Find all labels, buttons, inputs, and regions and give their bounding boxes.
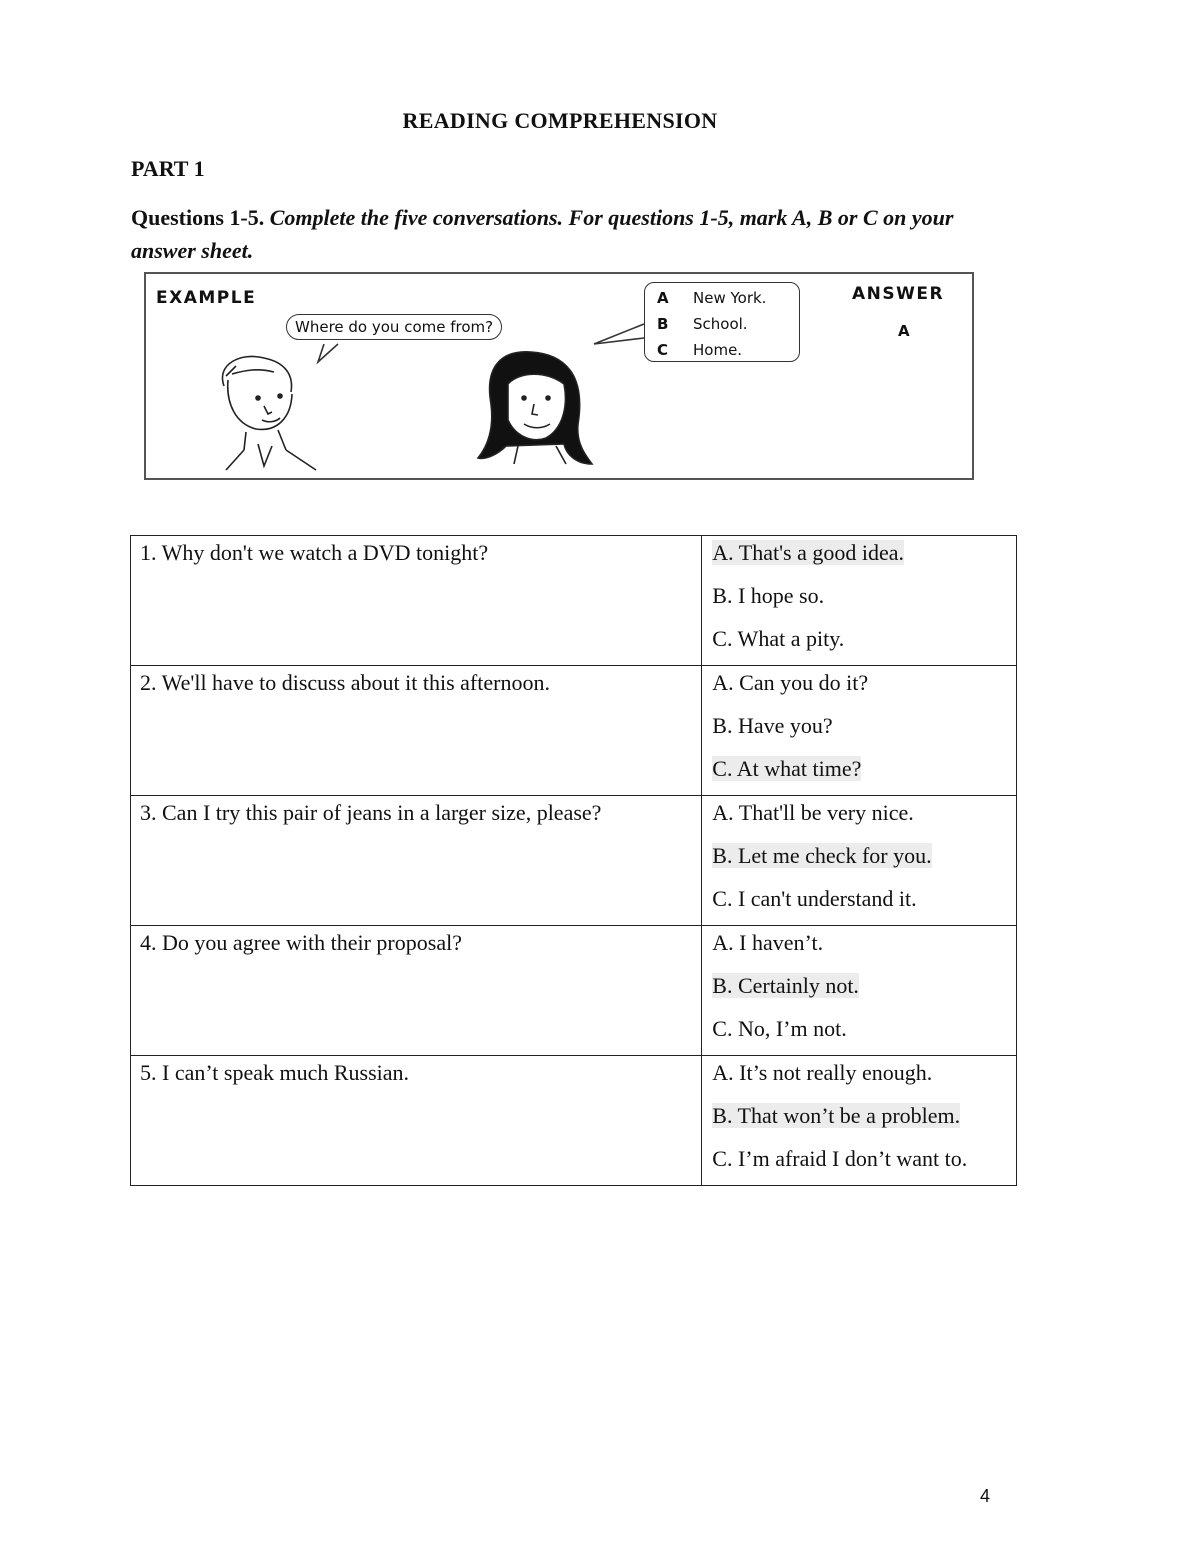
question-cell: 4. Do you agree with their proposal? <box>131 926 702 1056</box>
answer-option: A. It’s not really enough. <box>712 1060 933 1085</box>
page-title: READING COMPREHENSION <box>402 108 718 133</box>
part-heading: PART 1 <box>131 156 205 181</box>
answer-option: B. That won’t be a problem. <box>712 1103 961 1128</box>
question-cell: 2. We'll have to discuss about it this afternoon. <box>131 666 702 796</box>
answer-option: B. Have you? <box>712 713 833 738</box>
answer-options-cell <box>702 536 1017 666</box>
answer-option: A. Can you do it? <box>712 670 869 695</box>
instructions-lead: Questions 1-5. <box>131 205 265 230</box>
answer-option: B. Certainly not. <box>712 973 859 998</box>
answer-option: C. No, I’m not. <box>712 1016 847 1041</box>
answer-label: ANSWER <box>852 284 945 304</box>
table-row <box>131 796 1017 926</box>
answer-options-cell <box>702 926 1017 1056</box>
answer-option: C. At what time? <box>712 756 862 781</box>
answer-options-cell <box>702 666 1017 796</box>
table-row <box>131 926 1017 1056</box>
answer-option: A. I haven’t. <box>712 930 824 955</box>
answer-options-cell <box>702 796 1017 926</box>
questions-table <box>130 535 1017 1186</box>
example-illustration <box>146 274 976 482</box>
question-cell: 1. Why don't we watch a DVD tonight? <box>131 536 702 666</box>
answer-option: B. Let me check for you. <box>712 843 932 868</box>
answer-option: A. That's a good idea. <box>712 540 905 565</box>
example-option: B School. <box>657 315 748 333</box>
answer-options-cell <box>702 1056 1017 1186</box>
speech-bubble-question: Where do you come from? <box>286 314 502 340</box>
answer-option: C. What a pity. <box>712 626 845 651</box>
table-row <box>131 536 1017 666</box>
table-row <box>131 1056 1017 1186</box>
girl-figure <box>478 352 592 464</box>
page-number: 4 <box>980 1486 991 1506</box>
boy-figure <box>222 356 316 470</box>
answer-value: A <box>898 322 910 340</box>
example-box <box>144 272 974 480</box>
question-cell: 5. I can’t speak much Russian. <box>131 1056 702 1186</box>
table-row <box>131 666 1017 796</box>
speech-bubble-options <box>644 282 800 362</box>
example-option: C Home. <box>657 341 743 359</box>
answer-option: C. I’m afraid I don’t want to. <box>712 1146 968 1171</box>
question-cell: 3. Can I try this pair of jeans in a larger size, please? <box>131 796 702 926</box>
answer-option: A. That'll be very nice. <box>712 800 914 825</box>
instructions-text: Complete the five conversations. For questions 1-5, mark A, B or C on your answer sheet. <box>131 205 954 263</box>
answer-option: B. I hope so. <box>712 583 825 608</box>
answer-option: C. I can't understand it. <box>712 886 917 911</box>
instructions <box>131 201 1011 267</box>
example-label: EXAMPLE <box>156 288 257 308</box>
example-option: A New York. <box>657 289 767 307</box>
